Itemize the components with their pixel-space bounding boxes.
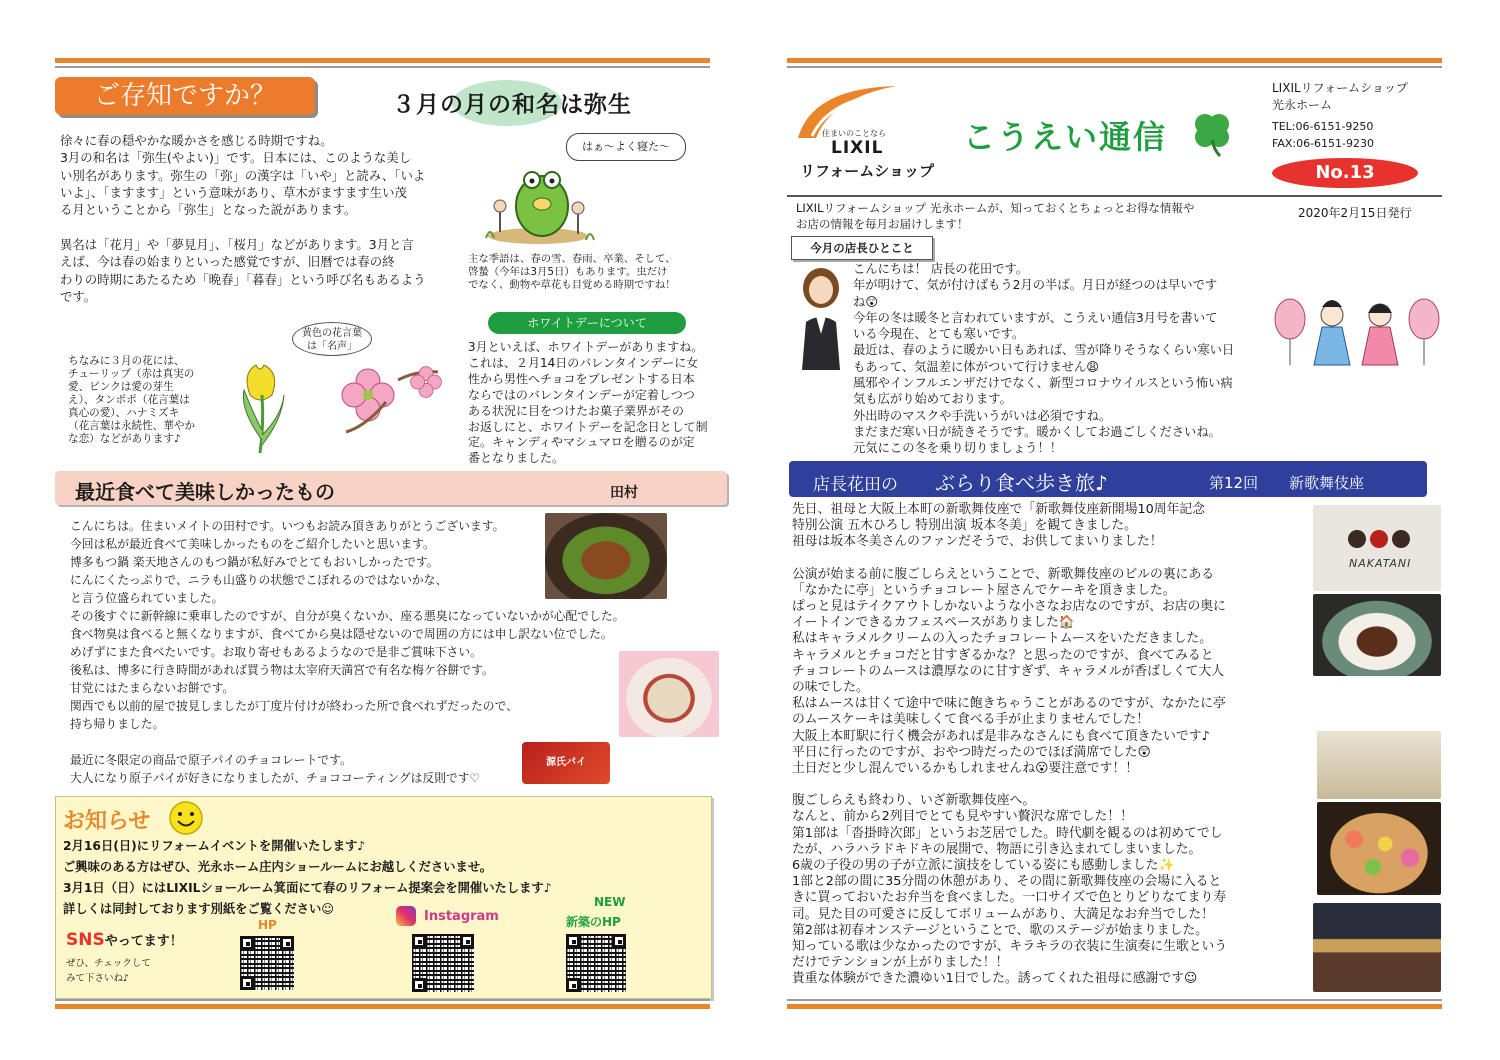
didyouknow-para2 xyxy=(60,236,426,305)
text-line: めげずにまた食べたいです。お取り寄せもあるようなので是非ご賞味下さい。 xyxy=(70,645,482,659)
text-line: 1部と2部の間に35分間の休憩があり、その間に新歌舞伎座の会場に入ると xyxy=(792,874,1222,890)
text-line: みて下さいね♪ xyxy=(66,973,130,984)
text-line: 啓蟄（今年は3月5日）もあります。虫だけ xyxy=(468,266,668,278)
text-line: ならではのバレンタインデーが定着しつつ xyxy=(468,387,695,402)
didyouknow-title: ３月の月の和名は弥生 xyxy=(392,92,632,118)
text-line: い別名があります。弥生の「弥」の漢字は「いや」と読み、「いよ xyxy=(60,167,426,183)
text-line: 詳しくは同封しております別紙をご覧ください☺ xyxy=(63,902,335,916)
text-line: 真心の愛）、ハナミズキ xyxy=(68,407,180,419)
food-author: 田村 xyxy=(610,485,638,501)
text-line: 公演が始まる前に腹ごしらえということで、新歌舞伎座のビルの裏にある xyxy=(792,566,1215,582)
text-line: たが、ハラハラドキドキの展開で、物語に引き込まれてしまいました。 xyxy=(792,841,1202,857)
mousse-cake-photo xyxy=(1313,594,1441,676)
issue-number: No.13 xyxy=(1315,162,1375,183)
text-line: 大人になり原子パイが好きになりましたが、チョココーティングは反則です♡ xyxy=(70,771,481,785)
text-line: 最近は、春のように暖かい日もあれば、雪が降りそうなくらい寒い日 xyxy=(853,343,1235,358)
text-line: 元気にこの冬を乗り切りましょう！！ xyxy=(853,441,1063,456)
text-line: な恋）などがあります♪ xyxy=(68,433,181,445)
manager-label-box xyxy=(791,236,933,260)
text-line: ね😲 xyxy=(853,294,879,309)
text-line: 後私は、博多に行き時間があれば買う物は太宰府天満宮で有名な梅ケ谷餅です。 xyxy=(70,663,494,677)
tulip-dogwood-illustration xyxy=(228,340,458,455)
text-line: その後すぐに新幹線に乗車したのですが、自分が臭くないか、座る悪臭になっていないかが心配でした。 xyxy=(70,609,625,623)
top-border-orange xyxy=(55,58,710,63)
frog-bubble-text: はぁ～よく寝た～ xyxy=(582,140,670,153)
shop-tel: TEL:06-6151-9250 xyxy=(1272,120,1374,133)
text-line: です。 xyxy=(60,288,97,304)
text-line: 大阪上本町駅に行く機会があれば是非みなさんにも食べて頂きたいです♪ xyxy=(792,728,1210,744)
text-line: 愛、ピンクは愛の芽生 xyxy=(68,381,174,393)
text-line: でなく、動物や草花も目覚める時期ですね！ xyxy=(468,279,676,291)
text-line: 知っている歌は少なかったのですが、キラキラの衣装に生演奏に生歌という xyxy=(792,939,1228,955)
notice-title: お知らせ xyxy=(63,809,151,834)
sns-tail: やってます！ xyxy=(104,934,183,949)
didyouknow-tab xyxy=(55,77,315,115)
instagram-icon xyxy=(396,906,416,926)
new-hp-qr-code[interactable] xyxy=(566,934,626,992)
text-line: 甘党にはたまらないお餅です。 xyxy=(70,681,235,695)
whiteday-label-text: ホワイトデーについて xyxy=(527,316,647,330)
text-line: 博多もつ鍋 楽天地さんのもつ鍋が私好みでとてもおいしかったです。 xyxy=(70,555,439,569)
text-line: ある状況に目をつけたお菓子業界がその xyxy=(468,403,685,418)
whiteday-text xyxy=(468,340,708,467)
header-divider xyxy=(787,195,1442,197)
text-line: だけでテンションが上がりました！！ xyxy=(792,955,1009,971)
tour-title-b: ぶらり食べ歩き旅♪ xyxy=(935,471,1108,495)
text-line: 6歳の子役の男の子が立派に演技をしている姿にも感動しました✨ xyxy=(792,858,1175,874)
text-line: ぱっと見はテイクアウトしかないような小さなお店なのですが、お店の奥に xyxy=(792,599,1226,615)
text-line: 3月の和名は「弥生(やよい)」です。日本には、このような美し xyxy=(60,150,412,166)
text-line: 3月といえば、ホワイトデーがありますね。 xyxy=(468,340,704,354)
new-label: NEW xyxy=(594,895,626,909)
text-line: え）、タンポポ（花言葉は xyxy=(68,394,190,406)
shop-info xyxy=(1272,80,1408,152)
tour-episode: 第12回 xyxy=(1209,474,1259,492)
season-note xyxy=(468,253,676,292)
text-line: 最近に冬限定の商品で原子パイのチョコレートです。 xyxy=(70,753,352,767)
text-line: チューリップ（赤は真実の xyxy=(68,368,195,380)
text-line: 第2部は初春オンステージということで、歌のステージが始まりました。 xyxy=(792,922,1208,938)
bottom-border-orange xyxy=(55,1004,710,1009)
tour-title-a: 店長花田の xyxy=(813,475,898,495)
text-line: 今年の冬は暖冬と言われていますが、こうえい通信3月号を書いて xyxy=(853,310,1218,325)
hp-qr-code[interactable] xyxy=(240,936,294,990)
text-line: のムースケーキは美味しくて食べる手が止まりませんでした！ xyxy=(792,712,1150,728)
text-line: 年が明けて、気が付けばもう2月の半ば。月日が経つのは早いです xyxy=(853,278,1218,293)
text-line: 第1部は「沓掛時次郎」というお芝居でした。時代劇を観るのは初めてでし xyxy=(792,825,1223,841)
bottom-border-orange-right xyxy=(787,1004,1442,1009)
theater-photo xyxy=(1313,903,1441,992)
food-title: 最近食べて美味しかったもの xyxy=(75,480,335,504)
shop-name-1: LIXILリフォームショップ xyxy=(1272,81,1408,95)
clover-icon xyxy=(1190,110,1234,158)
bento-box-photo xyxy=(1317,731,1441,799)
text-line: ぜひ、チェックして xyxy=(66,958,151,969)
text-line: 特別公演 五木ひろし 特別出演 坂本冬美」を観てきました。 xyxy=(792,518,1137,534)
issue-badge xyxy=(1272,158,1418,188)
genji-pie-package xyxy=(522,742,610,784)
text-line: チョコレートのムースは濃厚なのに甘すぎず、キャラメルが香ばしくて大人 xyxy=(792,663,1225,679)
text-line: 私はムースは甘くて途中で味に飽きちゃうことがあるのですが、なかたに亭 xyxy=(792,696,1226,712)
nakatani-logo xyxy=(1313,505,1441,591)
spacer xyxy=(792,777,1227,793)
top-border-gray xyxy=(55,66,710,68)
text-line: る月ということから「弥生」となった説があります。 xyxy=(60,202,357,218)
text-line: 徐々に春の穏やかな暖かさを感じる時期ですね。 xyxy=(60,133,333,148)
instagram-qr-code[interactable] xyxy=(412,934,474,992)
newsletter-title: こうえい通信 xyxy=(963,118,1168,156)
didyouknow-tab-label: ご存知ですか？ xyxy=(93,81,276,111)
umegaemochi-photo xyxy=(619,651,719,737)
text-line: 司。見た目の可愛さに反してボリュームがあり、大満足なお弁当でした！ xyxy=(792,906,1214,922)
text-line: 食べ物臭は食べると無くなりますが、食べてから臭は隠せないので周囲の方には申し訳ない位でした。 xyxy=(70,627,613,641)
text-line: LIXILリフォームショップ 光永ホームが、知っておくとちょっとお得な情報や xyxy=(796,201,1195,215)
top-border-orange-right xyxy=(787,58,1442,63)
nakatani-sign-text: NAKATANI xyxy=(1349,557,1412,570)
text-line: ちなみに３月の花には、 xyxy=(68,355,185,367)
flower-note xyxy=(68,355,195,446)
text-line: ご興味のある方はぜひ、光永ホーム庄内ショールームにお越しくださいませ。 xyxy=(63,860,493,874)
text-line: わりの時期にあたるため「晩春」「暮春」という呼び名もあるよう xyxy=(60,271,426,287)
logo-brand: LIXIL xyxy=(831,138,884,158)
new-hp-label: 新築のHP xyxy=(566,915,621,929)
text-line: 関西でも以前的屋で披見しましたが丁度片付けが終わった所で食べれずだったので、 xyxy=(70,699,518,713)
notice-text xyxy=(63,836,552,920)
text-line: 祖母は坂本冬美さんのファンだそうで、お供してまいりました！ xyxy=(792,534,1163,550)
text-line: 土日だと少し混んでいるかもしれませんね😮要注意です！！ xyxy=(792,761,1139,777)
text-line: 異名は「花月」や「夢見月」、「桜月」などがあります。3月と言 xyxy=(60,237,414,252)
sns-word: SNS xyxy=(66,930,105,950)
text-line: （花言葉は永続性、華やか xyxy=(68,420,196,432)
text-line: 私はキャラメルクリームの入ったチョコレートムースをいただきました。 xyxy=(792,631,1212,647)
text-line: 外出時のマスクや手洗いうがいは必須ですね。 xyxy=(853,408,1112,423)
manager-label: 今月の店長ひとこと xyxy=(810,241,914,255)
text-line: こんにちは。住まいメイトの田村です。いつもお読み頂きありがとうございます。 xyxy=(70,519,505,533)
text-line: 2月16日(日)にリフォームイベントを開催いたします♪ xyxy=(63,839,366,853)
tour-place: 新歌舞伎座 xyxy=(1289,474,1365,492)
text-line: こんにちは！ 店長の花田です。 xyxy=(853,262,1029,276)
text-line: の味でした。 xyxy=(792,680,869,696)
smiley-icon xyxy=(168,800,204,836)
spacer xyxy=(792,551,1227,567)
text-line: えば、今は春の始まりといった感覚ですが、旧暦では春の終 xyxy=(60,254,395,270)
whiteday-label xyxy=(488,312,686,334)
text-line: 腹ごしらえも終わり、いざ新歌舞伎座へ。 xyxy=(792,793,1036,809)
temari-sushi-photo xyxy=(1317,802,1441,895)
text-line: 番となりました。 xyxy=(468,451,565,466)
intro-text xyxy=(796,200,1194,232)
didyouknow-para1 xyxy=(60,132,425,218)
shop-fax: FAX:06-6151-9230 xyxy=(1272,137,1375,150)
text-line: 平日に行ったのですが、おやつ時だったのでほぼ満席でした😲 xyxy=(792,744,1151,760)
text-line: 風邪やインフルエンザだけでなく、新型コロナウイルスという怖い病 xyxy=(853,376,1233,391)
text-line: にんにくたっぷりで、ニラも山盛りの状態でこぼれるのではないかな、 xyxy=(70,573,448,587)
manager-text xyxy=(853,261,1234,457)
issue-date: 2020年2月15日発行 xyxy=(1298,206,1412,220)
text-line: 持ち帰りました。 xyxy=(70,717,165,731)
bottom-border-gray xyxy=(55,999,710,1001)
text-line: これは、２月14日のバレンタインデーに女 xyxy=(468,355,699,370)
text-line: 今回は私が最近食べて美味しかったものをご紹介したいと思います。 xyxy=(70,537,435,551)
tour-heading-bar xyxy=(789,461,1427,497)
text-line: 「なかたに亭」というチョコレート屋さんでケーキを頂きました。 xyxy=(792,582,1176,598)
text-line: 貴重な体験ができた濃ゆい1日でした。誘ってくれた祖母に感謝です☺ xyxy=(792,971,1198,987)
text-line: と言う位盛られていました。 xyxy=(70,591,224,605)
shop-name-2: 光永ホーム xyxy=(1272,98,1333,112)
text-line: いよ」、「ますます」という意味があり、草木がますます生い茂 xyxy=(60,184,407,200)
text-line: きに買っておいたお弁当を食べました。一口サイズで色とりどりなてまり寿 xyxy=(792,890,1227,906)
text-line: なんと、前から2列目でとても見やすい贅沢な席でした！！ xyxy=(792,809,1133,825)
hp-label: HP xyxy=(258,918,277,932)
text-line: お店の情報を毎月お届けします！ xyxy=(796,217,969,231)
sns-heading xyxy=(66,930,183,950)
top-border-gray-right xyxy=(787,66,1442,68)
instagram-label: Instagram xyxy=(424,909,499,924)
text-line: もあって、気温差に体がついて行けません😩 xyxy=(853,359,1100,374)
tour-text xyxy=(792,502,1227,988)
text-line: 3月1日（日）にはLIXILショールーム箕面にて春のリフォーム提案会を開催いたします♪ xyxy=(63,881,552,895)
text-line: 黄色の花言葉 xyxy=(302,328,362,339)
text-line: 先日、祖母と大阪上本町の新歌舞伎座で「新歌舞伎座新開場10周年記念 xyxy=(792,502,1205,517)
logo-tagline: 住まいのことなら xyxy=(822,129,886,138)
text-line: 性から男性へチョコをプレゼントする日本 xyxy=(468,371,695,386)
genji-pie-label: 源氏パイ xyxy=(546,757,586,768)
text-line: お返しにと、ホワイトデーを記念日として制 xyxy=(468,419,708,434)
bottom-border-gray-right xyxy=(787,999,1442,1001)
text-line: イートインできるカフェスペースがありました🏠 xyxy=(792,615,1075,631)
nakatani-sign-photo xyxy=(1313,505,1441,591)
logo-shop: リフォームショップ xyxy=(800,162,934,180)
sns-sub xyxy=(66,956,151,986)
text-line: 主な季語は、春の雪、春雨、卒業、そして、 xyxy=(468,253,676,265)
motsunabe-photo xyxy=(545,513,667,599)
frog-illustration xyxy=(478,148,598,248)
text-line: キャラメルとチョコだと甘すぎるかな？と思ったのですが、食べてみると xyxy=(792,647,1214,663)
manager-avatar xyxy=(796,264,846,370)
text-line: まだまだ寒い日が続きそうです。暖かくしてお過ごしくださいね。 xyxy=(853,424,1221,439)
text-line: は「名声」 xyxy=(307,341,357,352)
text-line: 気も広がり始めております。 xyxy=(853,392,1012,407)
text-line: 定。キャンディやマシュマロを贈るのが定 xyxy=(468,435,695,450)
food-heading-bar xyxy=(55,471,727,505)
hina-dolls-illustration xyxy=(1272,285,1442,370)
text-line: いる今現在、とても寒いです。 xyxy=(853,327,1025,342)
